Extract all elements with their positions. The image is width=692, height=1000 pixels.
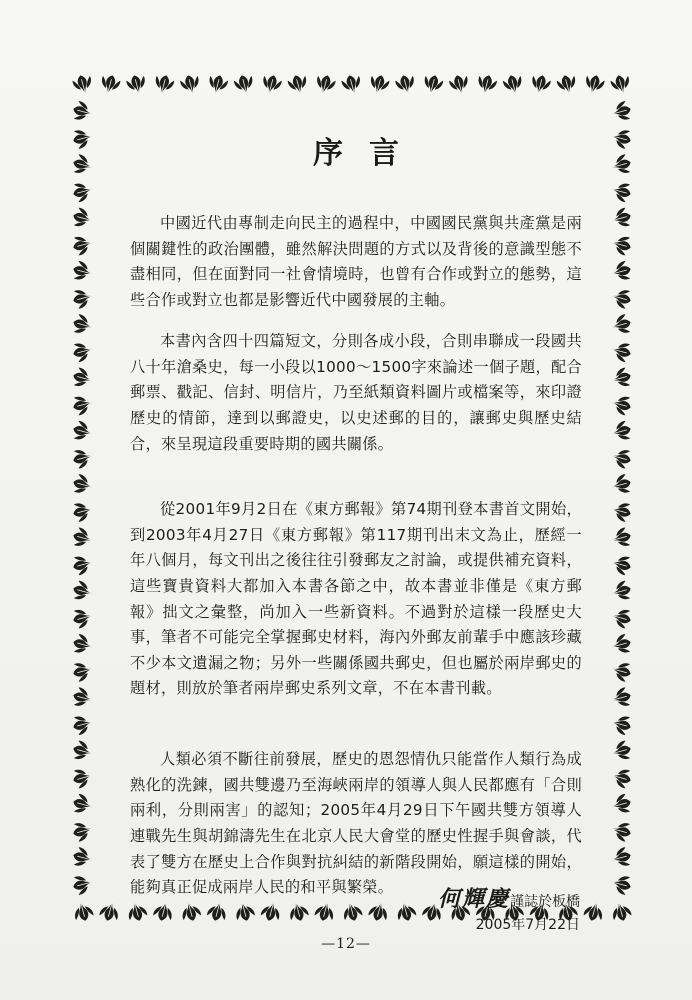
paragraph-2: 本書內含四十四篇短文，分則各成小段，合則串聯成一段國共八十年滄桑史，每一小段以1000～1500字來論述一個子題，配合郵票、戳記、信封、明信片，乃至紙類資料圖片或檔案等，來印證歷史的情節，達到以郵證史，以史述郵的目的，讓郵史與歷史結合，來呈現這段重要時期的國共關係。 xyxy=(130,332,582,453)
leaf-ornament-icon xyxy=(71,500,95,523)
leaf-ornament-icon xyxy=(71,180,95,203)
leaf-ornament-icon xyxy=(206,899,229,923)
page-number: —12— xyxy=(321,936,371,952)
leaf-ornament-icon xyxy=(98,73,121,97)
leaf-ornament-icon xyxy=(260,73,283,97)
leaf-ornament-icon xyxy=(609,580,633,603)
leaf-ornament-icon xyxy=(260,899,283,923)
leaf-ornament-icon xyxy=(583,899,606,923)
leaf-ornament-icon xyxy=(71,313,95,336)
leaf-ornament-icon xyxy=(233,899,256,923)
ornamental-frame xyxy=(70,72,634,933)
signature-date: 2005年7月22日 xyxy=(475,917,580,933)
leaf-ornament-icon xyxy=(609,287,633,310)
leaf-ornament-icon xyxy=(71,713,95,736)
leaf-ornament-icon xyxy=(609,260,633,283)
leaf-ornament-icon xyxy=(71,820,95,843)
leaf-ornament-icon xyxy=(609,207,633,230)
leaf-ornament-icon xyxy=(609,393,633,416)
leaf-ornament-icon xyxy=(71,73,94,97)
leaf-ornament-icon xyxy=(179,73,202,97)
leaf-ornament-icon xyxy=(71,740,95,763)
preface-content xyxy=(122,124,590,933)
leaf-ornament-icon xyxy=(179,899,202,923)
leaf-ornament-icon xyxy=(287,899,310,923)
leaf-ornament-icon xyxy=(609,526,633,549)
leaf-ornament-icon xyxy=(609,820,633,843)
leaf-ornament-icon xyxy=(609,660,633,683)
leaf-ornament-icon xyxy=(609,713,633,736)
leaf-ornament-icon xyxy=(609,153,633,176)
leaf-ornament-icon xyxy=(609,766,633,789)
leaf-ornament-icon xyxy=(609,447,633,470)
leaf-ornament-icon xyxy=(448,73,471,97)
leaf-ornament-icon xyxy=(71,873,95,896)
signature-line xyxy=(438,882,580,913)
leaf-ornament-icon xyxy=(233,73,256,97)
leaf-ornament-icon xyxy=(125,899,148,923)
page-title: 序言 xyxy=(313,136,425,171)
paragraph-1: 中國近代由專制走向民主的過程中，中國國民黨與共產黨是兩個關鍵性的政治團體，雖然解決問題的方式以及背後的意識型態不盡相同，但在面對同一社會情境時，也曾有合作或對立的態勢，這些合作或對立也都是影響近代中國發展的主軸。 xyxy=(130,214,582,309)
paragraph-4: 人類必須不斷往前發展，歷史的恩怨情仇只能當作人類行為成熟化的洗鍊，國共雙邊乃至海峽兩岸的領導人與人民都應有「合則兩利，分則兩害」的認知；2005年4月29日下午國共雙方領導人連戰先生與胡錦濤先生在北京人民大會堂的歷史性握手與會談，代表了雙方在歷史上合作與對抗糾結的新階段開始，願這樣的開始，能夠真正促成兩岸人民的和平與繁榮。 xyxy=(130,750,582,897)
leaf-ornament-icon xyxy=(152,73,175,97)
leaf-ornament-icon xyxy=(71,793,95,816)
leaf-ornament-icon xyxy=(367,899,390,923)
leaf-ornament-icon xyxy=(609,313,633,336)
leaf-ornament-icon xyxy=(609,73,632,97)
leaf-ornament-icon xyxy=(287,73,310,97)
leaf-ornament-icon xyxy=(71,899,94,923)
leaf-ornament-icon xyxy=(71,367,95,390)
leaf-ornament-icon xyxy=(98,899,121,923)
leaf-ornament-icon xyxy=(609,180,633,203)
leaf-ornament-icon xyxy=(583,73,606,97)
leaf-ornament-icon xyxy=(394,73,417,97)
leaf-ornament-icon xyxy=(609,873,633,896)
leaf-ornament-icon xyxy=(71,526,95,549)
leaf-ornament-icon xyxy=(71,660,95,683)
leaf-ornament-icon xyxy=(609,846,633,869)
leaf-ornament-icon xyxy=(71,340,95,363)
leaf-ornament-icon xyxy=(152,899,175,923)
leaf-ornament-icon xyxy=(71,207,95,230)
leaf-ornament-icon xyxy=(340,899,363,923)
leaf-ornament-icon xyxy=(609,473,633,496)
leaf-ornament-icon xyxy=(206,73,229,97)
leaf-ornament-icon xyxy=(609,686,633,709)
leaf-ornament-icon xyxy=(71,447,95,470)
leaf-ornament-icon xyxy=(71,606,95,629)
leaf-ornament-icon xyxy=(71,127,95,150)
leaf-ornament-icon xyxy=(71,233,95,256)
leaf-ornament-icon xyxy=(71,686,95,709)
leaf-ornament-icon xyxy=(340,73,363,97)
leaf-ornament-icon xyxy=(314,73,337,97)
leaf-ornament-icon xyxy=(609,606,633,629)
leaf-ornament-icon xyxy=(475,73,498,97)
leaf-ornament-icon xyxy=(71,100,95,123)
leaf-ornament-icon xyxy=(71,153,95,176)
leaf-ornament-icon xyxy=(71,766,95,789)
leaf-ornament-icon xyxy=(71,260,95,283)
leaf-ornament-icon xyxy=(71,633,95,656)
leaf-ornament-icon xyxy=(609,127,633,150)
leaf-ornament-icon xyxy=(314,899,337,923)
leaf-ornament-icon xyxy=(71,287,95,310)
leaf-ornament-icon xyxy=(367,73,390,97)
leaf-ornament-icon xyxy=(71,580,95,603)
leaf-ornament-icon xyxy=(71,420,95,443)
author-signature: 何輝慶 xyxy=(437,886,510,912)
leaf-ornament-icon xyxy=(609,793,633,816)
leaf-ornament-icon xyxy=(502,73,525,97)
leaf-ornament-icon xyxy=(609,420,633,443)
leaf-ornament-icon xyxy=(609,367,633,390)
leaf-ornament-icon xyxy=(556,73,579,97)
leaf-ornament-icon xyxy=(609,633,633,656)
leaf-ornament-icon xyxy=(609,233,633,256)
paragraph-3: 從2001年9月2日在《東方郵報》第74期刊登本書首文開始，到2003年4月27日《東方郵報》第117期刊出末文為止，歷經一年八個月，每文刊出之後往往引發郵友之討論，或提供補充資料，這些寶貴資料大都加入本書各節之中，故本書並非僅是《東方郵報》拙文之彙整，尚加入一些新資料。不過對於這樣一段歷史大事，筆者不可能完全掌握郵史材料，海內外郵友前輩手中應該珍藏不少本文遺漏之物；另外一些關係國共郵史，但也屬於兩岸郵史的題材，則放於筆者兩岸郵史系列文章，不在本書刊載。 xyxy=(130,500,582,698)
leaf-ornament-icon xyxy=(609,740,633,763)
leaf-ornament-icon xyxy=(421,73,444,97)
leaf-ornament-icon xyxy=(609,100,633,123)
leaf-ornament-icon xyxy=(609,500,633,523)
leaf-ornament-icon xyxy=(125,73,148,97)
leaf-ornament-icon xyxy=(609,340,633,363)
leaf-ornament-icon xyxy=(529,73,552,97)
leaf-ornament-icon xyxy=(71,473,95,496)
leaf-ornament-icon xyxy=(394,899,417,923)
signature-place: 謹誌於板橋 xyxy=(510,894,580,910)
leaf-ornament-icon xyxy=(71,553,95,576)
leaf-ornament-icon xyxy=(609,899,632,923)
leaf-ornament-icon xyxy=(71,846,95,869)
leaf-ornament-icon xyxy=(71,393,95,416)
leaf-ornament-icon xyxy=(609,553,633,576)
